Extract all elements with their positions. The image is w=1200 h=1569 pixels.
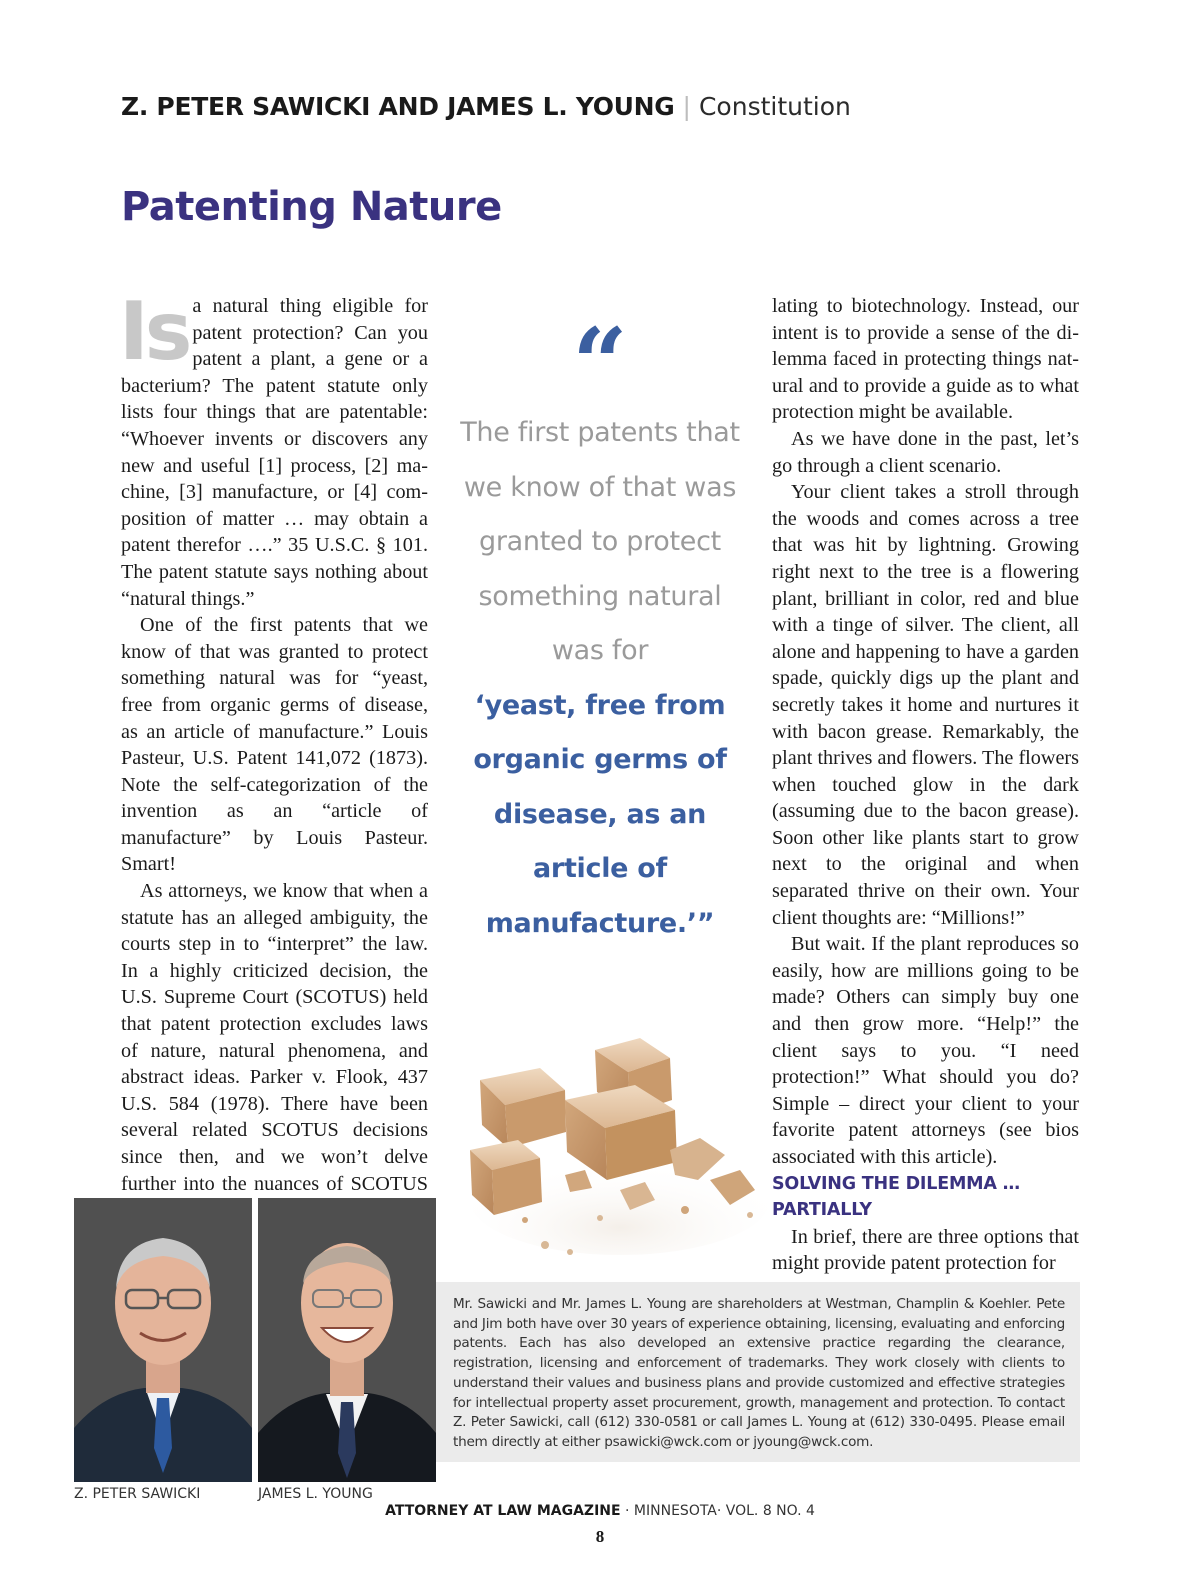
left-column (119, 285, 428, 1224)
author-bio-box (436, 1282, 1080, 1462)
section-subhead: SOLVING THE DILEMMA … PARTIALLY (772, 1173, 1020, 1221)
left-paragraph-3: As attorneys, we know that when a statute has an alleged ambiguity, the courts step in to “interpret” the law. In a highly criticized decision, the U.S. Supreme Court (SCOTUS) held that patent protection excludes laws of nature, natural phenomena, and abstract ideas. Parker v. Flook, 437 U.S. 584 (1978). There have been several related SCOTUS decisions since then, and we won’t delve further into the nuances of SCOTUS (121, 880, 428, 1195)
portrait-young-image (258, 1198, 436, 1482)
right-paragraph-1: lating to biotechnology. Instead, our intent is to provide a sense of the dilemma faced in protecting things natural and to provide a guide as to what protection might be available. (772, 295, 1079, 424)
right-paragraph-3: Your client takes a stroll through the woods and comes across a tree that was hit by lightning. Growing right next to the tree is a flowering plant, brilliant in color, red and blue with a tinge of silver. The client, all alone and happening to have a garden spade, quickly digs up the plant and secretly takes it home and nurtures it with bacon grease. Remarkably, the plant thrives and flowers. The flowers when touched glow in the dark (assuming due to the bacon grease). Soon other like plants start to grow next to the original and when separated thrive on their own. Your client thoughts are: “Millions!” (772, 481, 1079, 929)
portrait-sawicki-image (74, 1198, 252, 1482)
right-column (772, 293, 1079, 1277)
author-photo-sawicki (74, 1198, 252, 1482)
article-title: Patenting Nature (121, 184, 502, 230)
right-paragraph-2: As we have done in the past, let’s go through a client scenario. (772, 427, 1079, 477)
left-paragraph-1-text: a natural thing eligible for patent protection? Can you patent a plant, a gene or a bacterium? The patent statute only lists four things that are patentable: “Whoever invents or discovers any new and useful [1] process, [2] machine, [3] manufacture, or [4] composition of matter … may obtain a patent therefor ….” 35 U.S.C. § 101. The patent statute says nothing about “natural things.” (121, 295, 428, 610)
quote-mark-icon: “ (572, 307, 628, 420)
left-paragraph-2: One of the first patents that we know of that was granted to protect something natural was for “yeast, free from organic germs of disease, as an article of manufacture.” Louis Pasteur, U.S. Patent 141,072 (1873). Note the self-categorization of the invention as an “article of manufacture” by Louis Pasteur. Smart! (121, 614, 428, 876)
page-number: 8 (595, 1527, 605, 1546)
author-bio-text: Mr. Sawicki and Mr. James L. Young are shareholders at Westman, Champlin & Koehler. Pete and Jim both have over 30 years of experience obtaining, licensing, evaluating and enforcing patents. Each has also developed an extensive practice regarding the clearance, registration, licensing and enforcement of trademarks. They work closely with clients to understand their values and business plans and provide customized and effective strategies for intellectual property asset procurement, growth, management and protection. To contact Z. Peter Sawicki, call (612) 330-0581 or call James L. Young at (612) 330-0495. Please email them directly at either psawicki@wck.com or jyoung@wck.com. (453, 1296, 1065, 1450)
header-authors: Z. PETER SAWICKI AND JAMES L. YOUNG (121, 92, 675, 121)
right-paragraph-4: But wait. If the plant reproduces so easily, how are millions going to be made? Others can simply buy one and then grow more. “Help!” the client says to you. “I need protection!” What should you do? Simple – direct your client to your favorite patent attorneys (see bios associated with this article). (772, 933, 1079, 1168)
right-paragraph-5: In brief, there are three options that might provide patent protection for (772, 1225, 1079, 1275)
header-separator: | (682, 92, 691, 121)
pull-quote-plain: The first patents that we know of that was granted to protect something natural was for (460, 417, 740, 666)
header-section: Constitution (698, 92, 851, 121)
yeast-blocks-image (470, 1030, 770, 1260)
running-header (121, 92, 851, 121)
photo-label-young: JAMES L. YOUNG (258, 1486, 373, 1502)
footer-magazine: ATTORNEY AT LAW MAGAZINE (385, 1503, 621, 1519)
pull-quote-highlight: ‘yeast, free from organic germs of disease, as an article of manufacture.’” (473, 689, 727, 939)
photo-label-sawicki: Z. PETER SAWICKI (74, 1486, 201, 1502)
page-footer (0, 1503, 1200, 1519)
footer-edition: · MINNESOTA· VOL. 8 NO. 4 (620, 1503, 815, 1519)
left-paragraph-1 (119, 285, 428, 612)
pull-quote (455, 406, 745, 951)
author-photo-young (258, 1198, 436, 1482)
drop-cap: Is (119, 285, 189, 378)
